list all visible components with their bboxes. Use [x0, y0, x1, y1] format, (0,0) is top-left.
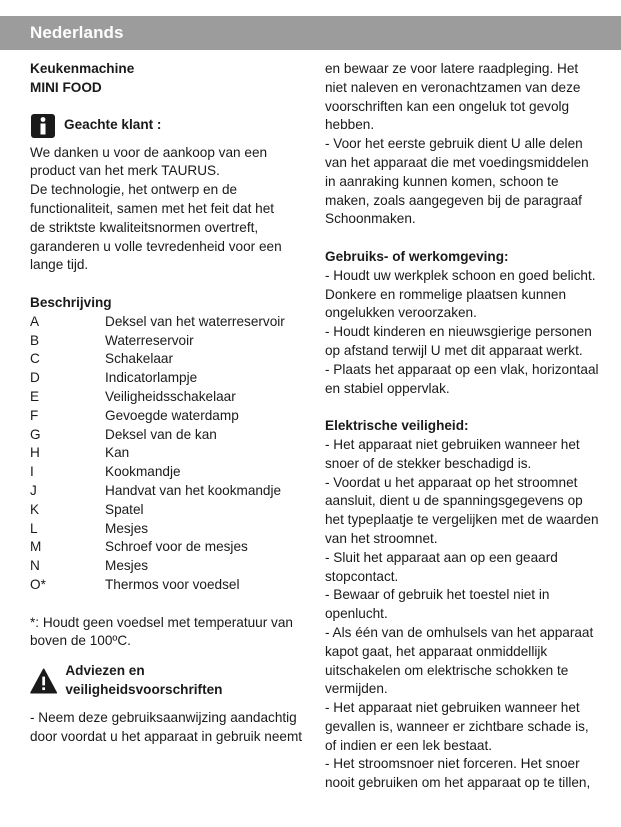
description-title: Beschrijving [30, 294, 112, 310]
part-label: Gevoegde waterdamp [105, 407, 239, 423]
part-row [30, 520, 300, 539]
part-label: Spatel [105, 501, 144, 517]
text-line: op afstand terwijl U met dit apparaat werkt. [325, 342, 583, 358]
part-key: F [30, 407, 39, 423]
safety-heading [30, 663, 300, 699]
text-line: - Plaats het apparaat op een vlak, horizontaal [325, 361, 599, 377]
thanks-heading [30, 108, 300, 144]
part-key: G [30, 426, 41, 442]
warning-icon [30, 668, 57, 694]
text-line: De technologie, het ontwerp en de [30, 182, 238, 198]
language-title: Nederlands [30, 23, 124, 42]
language-header-bar [0, 16, 621, 50]
part-row [30, 538, 300, 557]
part-key: B [30, 332, 40, 348]
intro-text [325, 60, 595, 229]
product-type: Keukenmachine [30, 61, 135, 76]
electrical-safety-title: Elektrische veiligheid: [325, 418, 469, 434]
text-line: vermijden. [325, 681, 388, 697]
text-line: of indien er een lek bestaat. [325, 737, 493, 753]
electrical-safety-text [325, 436, 599, 793]
environment-title: Gebruiks- of werkomgeving: [325, 248, 509, 264]
text-line: Schoonmaken. [325, 211, 416, 227]
part-row [30, 332, 300, 351]
safety-title: Adviezen en veiligheidsvoorschriften [65, 663, 223, 698]
text-line: voorschriften kan een ongeluk tot gevolg [325, 98, 570, 114]
text-line: lange tijd. [30, 257, 89, 273]
text-line: uitschakelen om elektrische schokken te [325, 662, 569, 678]
part-key: I [30, 464, 34, 480]
text-line: door voordat u het apparaat in gebruik neemt [30, 728, 303, 744]
part-label: Waterreservoir [105, 332, 194, 348]
part-key: N [30, 558, 40, 574]
part-row [30, 388, 300, 407]
part-row [30, 557, 300, 576]
part-key: E [30, 388, 40, 404]
part-label: Kan [105, 445, 130, 461]
part-label: Veiligheidsschakelaar [105, 388, 236, 404]
part-label: Schakelaar [105, 351, 174, 367]
text-line: - Het apparaat niet gebruiken wanneer het [325, 700, 580, 716]
text-line: van het apparaat die met voedingsmiddelen [325, 154, 589, 170]
text-line: - Sluit het apparaat aan op een geaard [325, 549, 558, 565]
part-label: Thermos voor voedsel [105, 576, 240, 592]
text-line: - Neem deze gebruiksaanwijzing aandachtig [30, 710, 297, 726]
part-key: J [30, 482, 37, 498]
text-line: functionaliteit, samen met het feit dat het [30, 200, 275, 216]
part-label: Mesjes [105, 558, 149, 574]
part-label: Indicatorlampje [105, 370, 198, 386]
part-label: Kookmandje [105, 464, 181, 480]
text-line: gevallen is, wanneer er zichtbare schade is, [325, 718, 589, 734]
left-column [30, 60, 303, 747]
text-line: We danken u voor de aankoop van een [30, 144, 268, 160]
text-line: openlucht. [325, 606, 388, 622]
part-key: A [30, 313, 40, 329]
thanks-title: Geachte klant : [64, 117, 162, 133]
text-line: - Als één van de omhulsels van het apparaat [325, 624, 594, 640]
right-column [325, 60, 599, 793]
safety-text [30, 709, 303, 747]
text-line: kapot gaat, het apparaat onmiddellijk [325, 643, 548, 659]
text-line: aansluit, dient u de spanningsgegevens op [325, 493, 583, 509]
info-icon [30, 113, 56, 139]
product-name: MINI FOOD [30, 79, 102, 95]
text-line: en stabiel oppervlak. [325, 380, 450, 396]
thanks-text [30, 144, 300, 276]
text-line: - Het apparaat niet gebruiken wanneer het [325, 436, 580, 452]
text-line: in aanraking kunnen komen, schoon te [325, 173, 559, 189]
part-label: Handvat van het kookmandje [105, 482, 282, 498]
part-row [30, 501, 300, 520]
text-line: - Houdt uw werkplek schoon en goed belicht. [325, 267, 596, 283]
part-label: Deksel van de kan [105, 426, 217, 442]
part-row [30, 407, 300, 426]
text-line: en bewaar ze voor latere raadpleging. Het [325, 61, 579, 76]
text-line: maken, zoals aangegeven bij de paragraaf [325, 192, 582, 208]
part-row [30, 576, 300, 595]
text-line: ongelukken veroorzaken. [325, 305, 477, 321]
text-line: - Voordat u het apparaat op het stroomnet [325, 474, 578, 490]
part-row [30, 463, 300, 482]
text-line: het typeplaatje te vergelijken met de waarden [325, 512, 599, 528]
part-row [30, 350, 300, 369]
text-line: niet naleven en veronachtzamen van deze [325, 79, 581, 95]
part-row [30, 369, 300, 388]
part-label: Deksel van het waterreservoir [105, 313, 285, 329]
text-line: garanderen u volle tevredenheid voor een [30, 238, 282, 254]
environment-text [325, 267, 599, 399]
text-line: stopcontact. [325, 568, 399, 584]
text-line: de striktste kwaliteitsnormen overtreft, [30, 219, 259, 235]
part-key: K [30, 501, 40, 517]
text-line: van het stroomnet. [325, 530, 438, 546]
text-line: boven de 100ºC. [30, 633, 131, 649]
part-key: C [30, 351, 40, 367]
part-row [30, 444, 300, 463]
part-label: Schroef voor de mesjes [105, 539, 248, 555]
text-line: *: Houdt geen voedsel met temperatuur van [30, 614, 293, 630]
parts-list [30, 313, 300, 595]
part-row [30, 426, 300, 445]
part-row [30, 313, 300, 332]
part-row [30, 482, 300, 501]
part-key: O* [30, 576, 46, 592]
text-line: Donkere en rommelige plaatsen kunnen [325, 286, 567, 302]
text-line: - Het stroomsnoer niet forceren. Het snoer [325, 756, 580, 772]
text-line: nooit gebruiken om het apparaat op te tillen, [325, 775, 591, 791]
text-line: - Houdt kinderen en nieuwsgierige personen [325, 324, 592, 340]
part-key: L [30, 520, 38, 536]
text-line: hebben. [325, 117, 375, 133]
temperature-note [30, 614, 300, 652]
part-key: M [30, 539, 42, 555]
part-key: H [30, 445, 40, 461]
text-line: snoer of de stekker beschadigd is. [325, 455, 532, 471]
text-line: - Voor het eerste gebruik dient U alle delen [325, 136, 583, 152]
part-key: D [30, 370, 40, 386]
text-line: - Bewaar of gebruik het toestel niet in [325, 587, 550, 603]
part-label: Mesjes [105, 520, 149, 536]
text-line: product van het merk TAURUS. [30, 163, 220, 179]
